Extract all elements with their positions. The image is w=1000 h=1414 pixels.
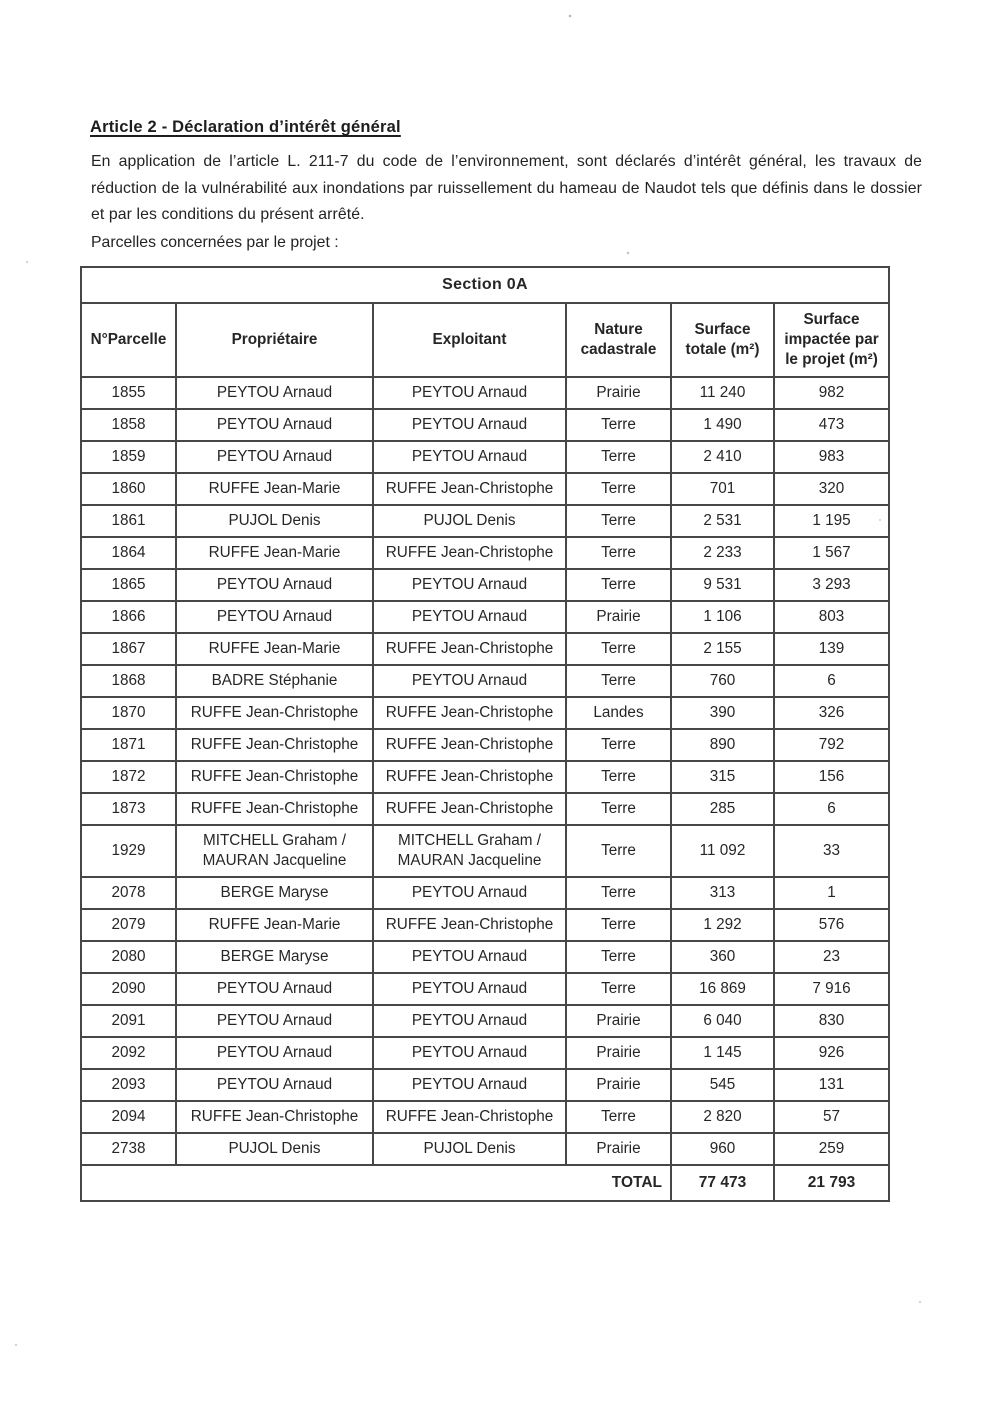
table-cell: Terre <box>566 409 671 441</box>
table-cell: 390 <box>671 697 774 729</box>
table-cell: 1864 <box>81 537 176 569</box>
table-cell: PEYTOU Arnaud <box>373 1037 566 1069</box>
column-header: Nature cadastrale <box>566 303 671 377</box>
table-cell: 360 <box>671 941 774 973</box>
table-cell: RUFFE Jean-Marie <box>176 537 373 569</box>
table-cell: Prairie <box>566 601 671 633</box>
table-cell: 313 <box>671 877 774 909</box>
table-row <box>81 697 889 729</box>
table-cell: 473 <box>774 409 889 441</box>
table-cell: 285 <box>671 793 774 825</box>
column-header: Surface totale (m²) <box>671 303 774 377</box>
table-cell: BERGE Maryse <box>176 941 373 973</box>
table-cell: 23 <box>774 941 889 973</box>
table-cell: 2093 <box>81 1069 176 1101</box>
table-row <box>81 1101 889 1133</box>
table-cell: Prairie <box>566 1005 671 1037</box>
table-row <box>81 1069 889 1101</box>
table-cell: 545 <box>671 1069 774 1101</box>
table-cell: Prairie <box>566 1133 671 1165</box>
table-cell: PEYTOU Arnaud <box>176 1005 373 1037</box>
table-cell: 926 <box>774 1037 889 1069</box>
table-cell: Terre <box>566 473 671 505</box>
table-cell: PEYTOU Arnaud <box>176 377 373 409</box>
table-row <box>81 909 889 941</box>
table-cell: 1855 <box>81 377 176 409</box>
table-cell: 982 <box>774 377 889 409</box>
parcel-table <box>80 266 890 1202</box>
total-surface-impactee: 21 793 <box>774 1165 889 1201</box>
table-row <box>81 973 889 1005</box>
table-cell: RUFFE Jean-Christophe <box>176 697 373 729</box>
table-cell: RUFFE Jean-Christophe <box>176 1101 373 1133</box>
table-cell: PEYTOU Arnaud <box>176 569 373 601</box>
table-cell: Terre <box>566 729 671 761</box>
table-cell: Terre <box>566 793 671 825</box>
table-cell: Terre <box>566 665 671 697</box>
table-cell: Prairie <box>566 1037 671 1069</box>
table-cell: PEYTOU Arnaud <box>373 409 566 441</box>
column-header: N°Parcelle <box>81 303 176 377</box>
table-total-row <box>81 1165 889 1201</box>
table-cell: 2 820 <box>671 1101 774 1133</box>
table-cell: RUFFE Jean-Marie <box>176 909 373 941</box>
table-cell: PUJOL Denis <box>373 1133 566 1165</box>
table-row <box>81 1005 889 1037</box>
table-cell: 315 <box>671 761 774 793</box>
table-cell: 890 <box>671 729 774 761</box>
table-cell: 11 092 <box>671 825 774 877</box>
table-cell: Terre <box>566 633 671 665</box>
table-cell: 2090 <box>81 973 176 1005</box>
table-cell: PEYTOU Arnaud <box>373 877 566 909</box>
table-cell: 3 293 <box>774 569 889 601</box>
table-cell: 1870 <box>81 697 176 729</box>
column-header: Exploitant <box>373 303 566 377</box>
table-cell: PEYTOU Arnaud <box>373 569 566 601</box>
table-cell: 2091 <box>81 1005 176 1037</box>
table-cell: 2 410 <box>671 441 774 473</box>
table-cell: 326 <box>774 697 889 729</box>
table-cell: RUFFE Jean-Christophe <box>176 761 373 793</box>
table-cell: 2078 <box>81 877 176 909</box>
table-row <box>81 601 889 633</box>
table-cell: Landes <box>566 697 671 729</box>
table-cell: PEYTOU Arnaud <box>176 1069 373 1101</box>
table-cell: PEYTOU Arnaud <box>176 409 373 441</box>
table-cell: Terre <box>566 761 671 793</box>
table-section-title: Section 0A <box>81 267 889 303</box>
table-cell: 131 <box>774 1069 889 1101</box>
total-surface-totale: 77 473 <box>671 1165 774 1201</box>
table-cell: 6 <box>774 665 889 697</box>
table-row <box>81 941 889 973</box>
table-cell: 1872 <box>81 761 176 793</box>
table-cell: RUFFE Jean-Marie <box>176 473 373 505</box>
table-cell: PEYTOU Arnaud <box>373 377 566 409</box>
table-cell: 1858 <box>81 409 176 441</box>
table-row <box>81 473 889 505</box>
table-cell: MITCHELL Graham / MAURAN Jacqueline <box>176 825 373 877</box>
table-cell: RUFFE Jean-Christophe <box>176 793 373 825</box>
table-cell: Terre <box>566 973 671 1005</box>
table-cell: 1 567 <box>774 537 889 569</box>
table-cell: PUJOL Denis <box>176 505 373 537</box>
table-cell: RUFFE Jean-Christophe <box>373 793 566 825</box>
table-cell: 139 <box>774 633 889 665</box>
table-row <box>81 825 889 877</box>
table-cell: 2 531 <box>671 505 774 537</box>
table-cell: 1 490 <box>671 409 774 441</box>
article-title: Article 2 - Déclaration d’intérêt général <box>90 118 401 136</box>
table-cell: 1861 <box>81 505 176 537</box>
table-cell: 6 <box>774 793 889 825</box>
article-body: En application de l’article L. 211-7 du code de l’environnement, sont déclarés d’intérêt général, les travaux de réduction de la vulnérabilité aux inondations par ruissellement du hameau de Naudot tels que définis dans le dossier et par les conditions du présent arrêté. <box>91 153 922 223</box>
table-cell: Terre <box>566 441 671 473</box>
table-cell: RUFFE Jean-Christophe <box>373 729 566 761</box>
table-cell: PEYTOU Arnaud <box>373 941 566 973</box>
table-cell: PEYTOU Arnaud <box>176 601 373 633</box>
table-cell: Terre <box>566 569 671 601</box>
table-cell: RUFFE Jean-Christophe <box>373 1101 566 1133</box>
table-cell: 156 <box>774 761 889 793</box>
table-cell: 2 233 <box>671 537 774 569</box>
table-row <box>81 1037 889 1069</box>
table-cell: Terre <box>566 877 671 909</box>
column-header: Propriétaire <box>176 303 373 377</box>
table-body <box>81 377 889 1165</box>
table-cell: 2092 <box>81 1037 176 1069</box>
table-caption: Parcelles concernées par le projet : <box>91 234 339 251</box>
table-row <box>81 633 889 665</box>
table-cell: 2094 <box>81 1101 176 1133</box>
table-row <box>81 1133 889 1165</box>
table-cell: Terre <box>566 1101 671 1133</box>
table-cell: 2 155 <box>671 633 774 665</box>
table-cell: PEYTOU Arnaud <box>373 1069 566 1101</box>
table-cell: 1 195 <box>774 505 889 537</box>
table-cell: PEYTOU Arnaud <box>176 973 373 1005</box>
table-cell: RUFFE Jean-Christophe <box>373 537 566 569</box>
table-cell: RUFFE Jean-Christophe <box>373 473 566 505</box>
table-section-row <box>81 267 889 303</box>
table-cell: PEYTOU Arnaud <box>373 441 566 473</box>
table-cell: PEYTOU Arnaud <box>373 665 566 697</box>
table-cell: 2080 <box>81 941 176 973</box>
table-cell: 960 <box>671 1133 774 1165</box>
table-cell: 792 <box>774 729 889 761</box>
table-row <box>81 729 889 761</box>
table-cell: PEYTOU Arnaud <box>176 1037 373 1069</box>
table-cell: Prairie <box>566 1069 671 1101</box>
table-cell: PEYTOU Arnaud <box>373 1005 566 1037</box>
table-cell: 1867 <box>81 633 176 665</box>
table-cell: RUFFE Jean-Christophe <box>373 633 566 665</box>
table-cell: Prairie <box>566 377 671 409</box>
table-row <box>81 793 889 825</box>
table-cell: BERGE Maryse <box>176 877 373 909</box>
table-row <box>81 569 889 601</box>
column-header: Surface impactée par le projet (m²) <box>774 303 889 377</box>
table-cell: 320 <box>774 473 889 505</box>
table-row <box>81 537 889 569</box>
table-cell: 9 531 <box>671 569 774 601</box>
table-cell: 11 240 <box>671 377 774 409</box>
table-cell: PEYTOU Arnaud <box>176 441 373 473</box>
table-cell: 1929 <box>81 825 176 877</box>
table-cell: 760 <box>671 665 774 697</box>
table-cell: Terre <box>566 825 671 877</box>
table-cell: RUFFE Jean-Christophe <box>373 909 566 941</box>
table-cell: 1873 <box>81 793 176 825</box>
table-cell: Terre <box>566 941 671 973</box>
table-cell: 2079 <box>81 909 176 941</box>
table-cell: BADRE Stéphanie <box>176 665 373 697</box>
table-row <box>81 377 889 409</box>
table-cell: 830 <box>774 1005 889 1037</box>
table-row <box>81 409 889 441</box>
table-cell: 2738 <box>81 1133 176 1165</box>
table-cell: 57 <box>774 1101 889 1133</box>
total-label: TOTAL <box>81 1165 671 1201</box>
table-cell: RUFFE Jean-Christophe <box>373 697 566 729</box>
table-cell: MITCHELL Graham / MAURAN Jacqueline <box>373 825 566 877</box>
table-cell: RUFFE Jean-Marie <box>176 633 373 665</box>
table-cell: 33 <box>774 825 889 877</box>
table-cell: 1 106 <box>671 601 774 633</box>
table-cell: 803 <box>774 601 889 633</box>
table-cell: 1 145 <box>671 1037 774 1069</box>
table-row <box>81 761 889 793</box>
table-cell: 259 <box>774 1133 889 1165</box>
table-row <box>81 665 889 697</box>
table-cell: 1859 <box>81 441 176 473</box>
table-cell: RUFFE Jean-Christophe <box>176 729 373 761</box>
table-cell: PEYTOU Arnaud <box>373 601 566 633</box>
table-cell: 1 <box>774 877 889 909</box>
table-cell: RUFFE Jean-Christophe <box>373 761 566 793</box>
table-cell: 6 040 <box>671 1005 774 1037</box>
table-cell: 576 <box>774 909 889 941</box>
table-cell: 983 <box>774 441 889 473</box>
table-cell: 1866 <box>81 601 176 633</box>
table-cell: Terre <box>566 909 671 941</box>
table-row <box>81 441 889 473</box>
table-cell: PUJOL Denis <box>373 505 566 537</box>
table-cell: Terre <box>566 505 671 537</box>
table-cell: PUJOL Denis <box>176 1133 373 1165</box>
table-cell: 1871 <box>81 729 176 761</box>
table-header-row <box>81 303 889 377</box>
table-cell: PEYTOU Arnaud <box>373 973 566 1005</box>
table-cell: 1 292 <box>671 909 774 941</box>
table-cell: 16 869 <box>671 973 774 1005</box>
table-row <box>81 505 889 537</box>
table-cell: 701 <box>671 473 774 505</box>
table-cell: 1865 <box>81 569 176 601</box>
table-cell: 1860 <box>81 473 176 505</box>
table-row <box>81 877 889 909</box>
table-cell: 1868 <box>81 665 176 697</box>
table-cell: Terre <box>566 537 671 569</box>
table-cell: 7 916 <box>774 973 889 1005</box>
